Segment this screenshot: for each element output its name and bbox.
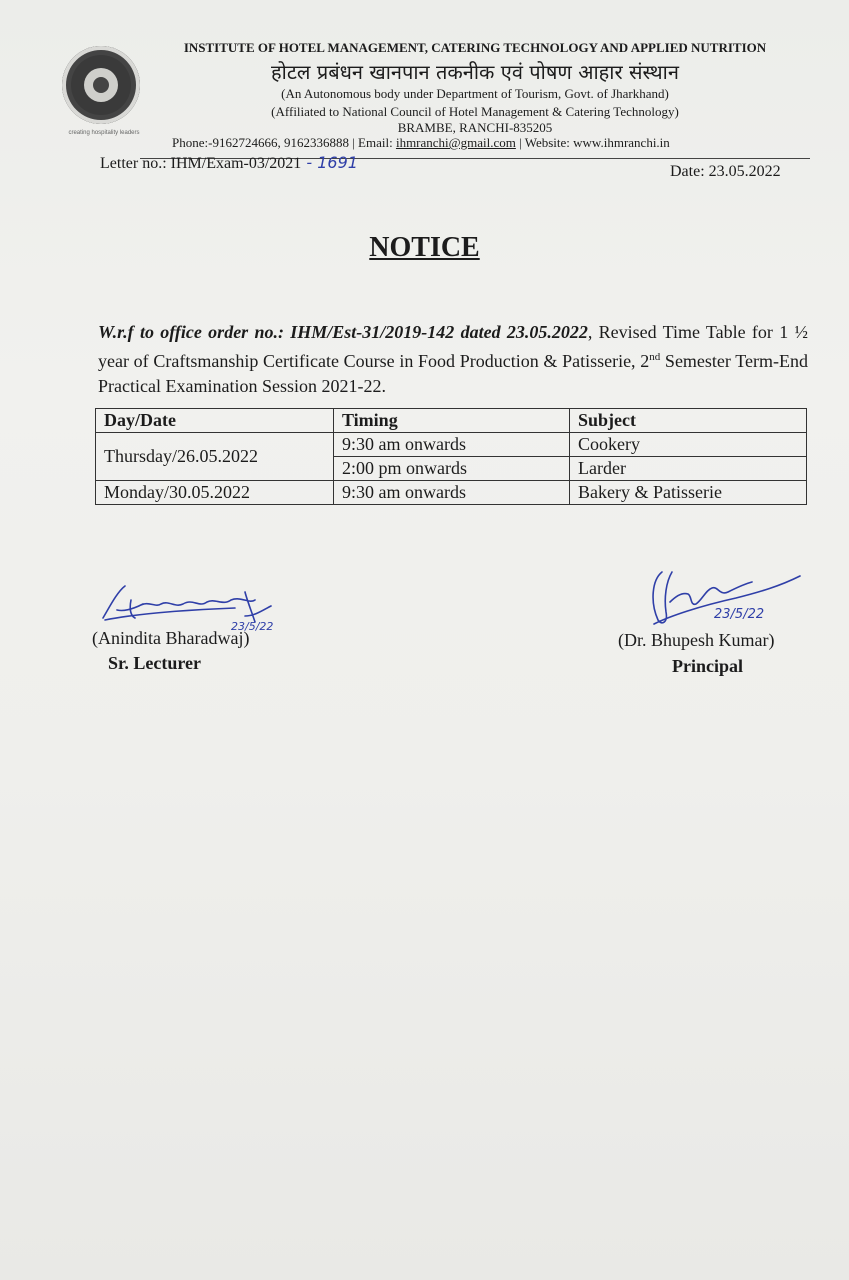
address-line: BRAMBE, RANCHI-835205 (397, 120, 553, 135)
handwritten-letter-number: - 1691 (301, 153, 358, 172)
cell-timing: 2:00 pm onwards (334, 457, 570, 481)
principal-name: (Dr. Bhupesh Kumar) (618, 630, 775, 650)
cell-day: Thursday/26.05.2022 (96, 433, 334, 481)
lecturer-title: Sr. Lecturer (108, 653, 201, 673)
institute-name-hindi: होटल प्रबंधन खानपान तकनीक एवं पोषण आहार संस्थान (271, 60, 679, 84)
email-link[interactable]: ihmranchi@gmail.com (395, 135, 516, 150)
cell-subject: Cookery (570, 433, 807, 457)
header-subject: Subject (570, 409, 807, 433)
contact-line: Phone:-9162724666, 9162336888 | Email: ihmranchi@gmail.com | Website: www.ihmranchi.in (172, 135, 670, 150)
institute-logo (62, 46, 140, 124)
cell-timing: 9:30 am onwards (334, 433, 570, 457)
cell-timing: 9:30 am onwards (334, 481, 570, 505)
table-header-row (96, 409, 807, 433)
svg-text:23/5/22: 23/5/22 (231, 620, 274, 633)
cell-subject: Bakery & Patisserie (570, 481, 807, 505)
cell-subject: Larder (570, 457, 807, 481)
header-day-date: Day/Date (96, 409, 334, 433)
order-reference: W.r.f to office order no.: IHM/Est-31/2019-142 dated 23.05.2022 (98, 322, 588, 342)
notice-title: NOTICE (369, 232, 480, 263)
letter-date: Date: 23.05.2022 (670, 163, 781, 180)
svg-text:23/5/22: 23/5/22 (714, 607, 765, 622)
autonomous-body-line: (An Autonomous body under Department of Tourism, Govt. of Jharkhand) (281, 86, 669, 101)
logo-tagline: creating hospitality leaders (68, 130, 140, 136)
letter-number: Letter no.: IHM/Exam-03/2021 - 1691 (100, 153, 358, 172)
cell-day: Monday/30.05.2022 (96, 481, 334, 505)
principal-title: Principal (672, 656, 743, 676)
exam-timetable (95, 408, 807, 505)
header-timing: Timing (334, 409, 570, 433)
table-row (96, 433, 807, 457)
institute-name-english: INSTITUTE OF HOTEL MANAGEMENT, CATERING TECHNOLOGY AND APPLIED NUTRITION (183, 40, 767, 55)
lecturer-name: (Anindita Bharadwaj) (92, 628, 250, 648)
notice-body: W.r.f to office order no.: IHM/Est-31/2019-142 dated 23.05.2022, Revised Time Table for 1 ½ year of Craftsmanship Certificate Course in Food Production & Patisserie, 2nd Semester Term-End Practical Examination Session 2021-22. (98, 322, 808, 396)
table-row (96, 481, 807, 505)
affiliation-line: (Affiliated to National Council of Hotel Management & Catering Technology) (271, 104, 679, 119)
